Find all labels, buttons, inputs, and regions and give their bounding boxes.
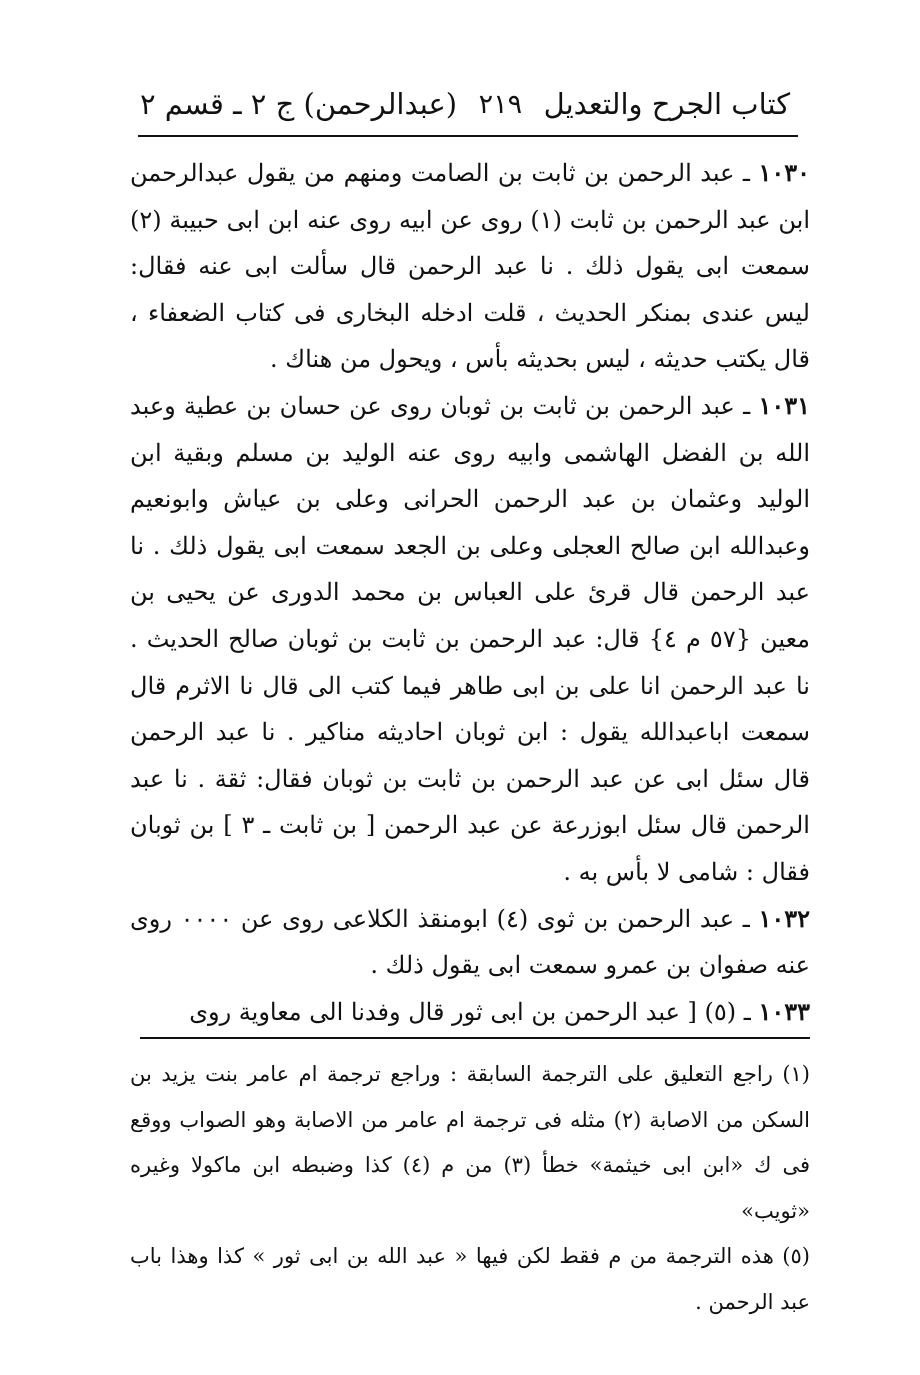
footnotes	[130, 1052, 810, 1325]
entry-text: ـ (٥) [ عبد الرحمن بن ابى ثور قال وفدنا الى معاوية روى	[189, 997, 751, 1026]
footnote: (٥) هذه الترجمة من م فقط لكن فيها « عبد الله بن ابى ثور » كذا وهذا باب عبد الرحمن .	[130, 1244, 810, 1314]
entry-number: ١٠٣٠	[758, 158, 810, 187]
section-label: (عبدالرحمن) ج ٢ ـ قسم ٢	[140, 87, 458, 121]
book-title: كتاب الجرح والتعديل	[543, 87, 790, 121]
entry-text: ـ عبد الرحمن بن ثابت بن الصامت ومنهم من يقول عبدالرحمن ابن عبد الرحمن بن ثابت (١) روى عن ابيه روى عنه ابن ابى حبيبة (٢) سمعت ابى يقول ذلك . نا عبد الرحمن قال سألت ابى عنه فقال: ليس عندى بمنكر الحديث ، قلت ادخله البخارى فى كتاب الضعفاء ، قال يكتب حديثه ، ليس بحديثه بأس ، ويحول من هناك .	[130, 159, 810, 374]
entry-1031	[130, 383, 810, 896]
entry-text: ـ عبد الرحمن بن ثوى (٤) ابومنقذ الكلاعى روى عن ٠٠٠٠ روى عنه صفوان بن عمرو سمعت ابى يقول ذلك .	[130, 904, 810, 980]
entry-number: ١٠٣٣	[758, 996, 810, 1026]
entry-number: ١٠٣٢	[758, 903, 810, 933]
running-head	[140, 82, 790, 126]
footnote: (١) راجع التعليق على الترجمة السابقة : وراجع ترجمة ام عامر بنت يزيد بن السكن من الاصابة (٢) مثله فى ترجمة ام عامر من الاصابة وهو الصواب ووقع فى ك «ابن ابى خيثمة» خطأ (٣) من م (٤) كذا وضبطه ابن ماكولا وغيره «ثويب»	[130, 1062, 810, 1223]
page-number: ٢١٩	[478, 88, 523, 120]
footnote-rule	[140, 1037, 810, 1039]
entry-1030	[130, 150, 810, 383]
entry-number: ١٠٣١	[758, 390, 810, 420]
entry-1033	[130, 989, 810, 1036]
entry-1032	[130, 896, 810, 989]
entry-text: ـ عبد الرحمن بن ثابت بن ثوبان روى عن حسان بن عطية وعبد الله بن الفضل الهاشمى وابيه روى عنه الوليد بن مسلم وبقية ابن الوليد وعثمان بن عبد الرحمن الحرانى وعلى بن عياش وابونعيم وعبدالله ابن صالح العجلى وعلى بن الجعد سمعت ابى يقول ذلك . نا عبد الرحمن قال قرئ على العباس بن محمد الدورى عن يحيى بن معين {٥٧ م ٤} قال: عبد الرحمن بن ثابت بن ثوبان صالح الحديث . نا عبد الرحمن انا على بن ابى طاهر فيما كتب الى قال نا الاثرم قال سمعت اباعبدالله يقول : ابن ثوبان احاديثه مناكير . نا عبد الرحمن قال سئل ابى عن عبد الرحمن بن ثابت بن ثوبان فقال: ثقة . نا عبد الرحمن قال سئل ابوزرعة عن عبد الرحمن [ بن ثابت ـ ٣ ] بن ثوبان فقال : شامى لا بأس به .	[130, 391, 810, 886]
header-rule	[138, 135, 798, 137]
main-text	[130, 150, 810, 1035]
